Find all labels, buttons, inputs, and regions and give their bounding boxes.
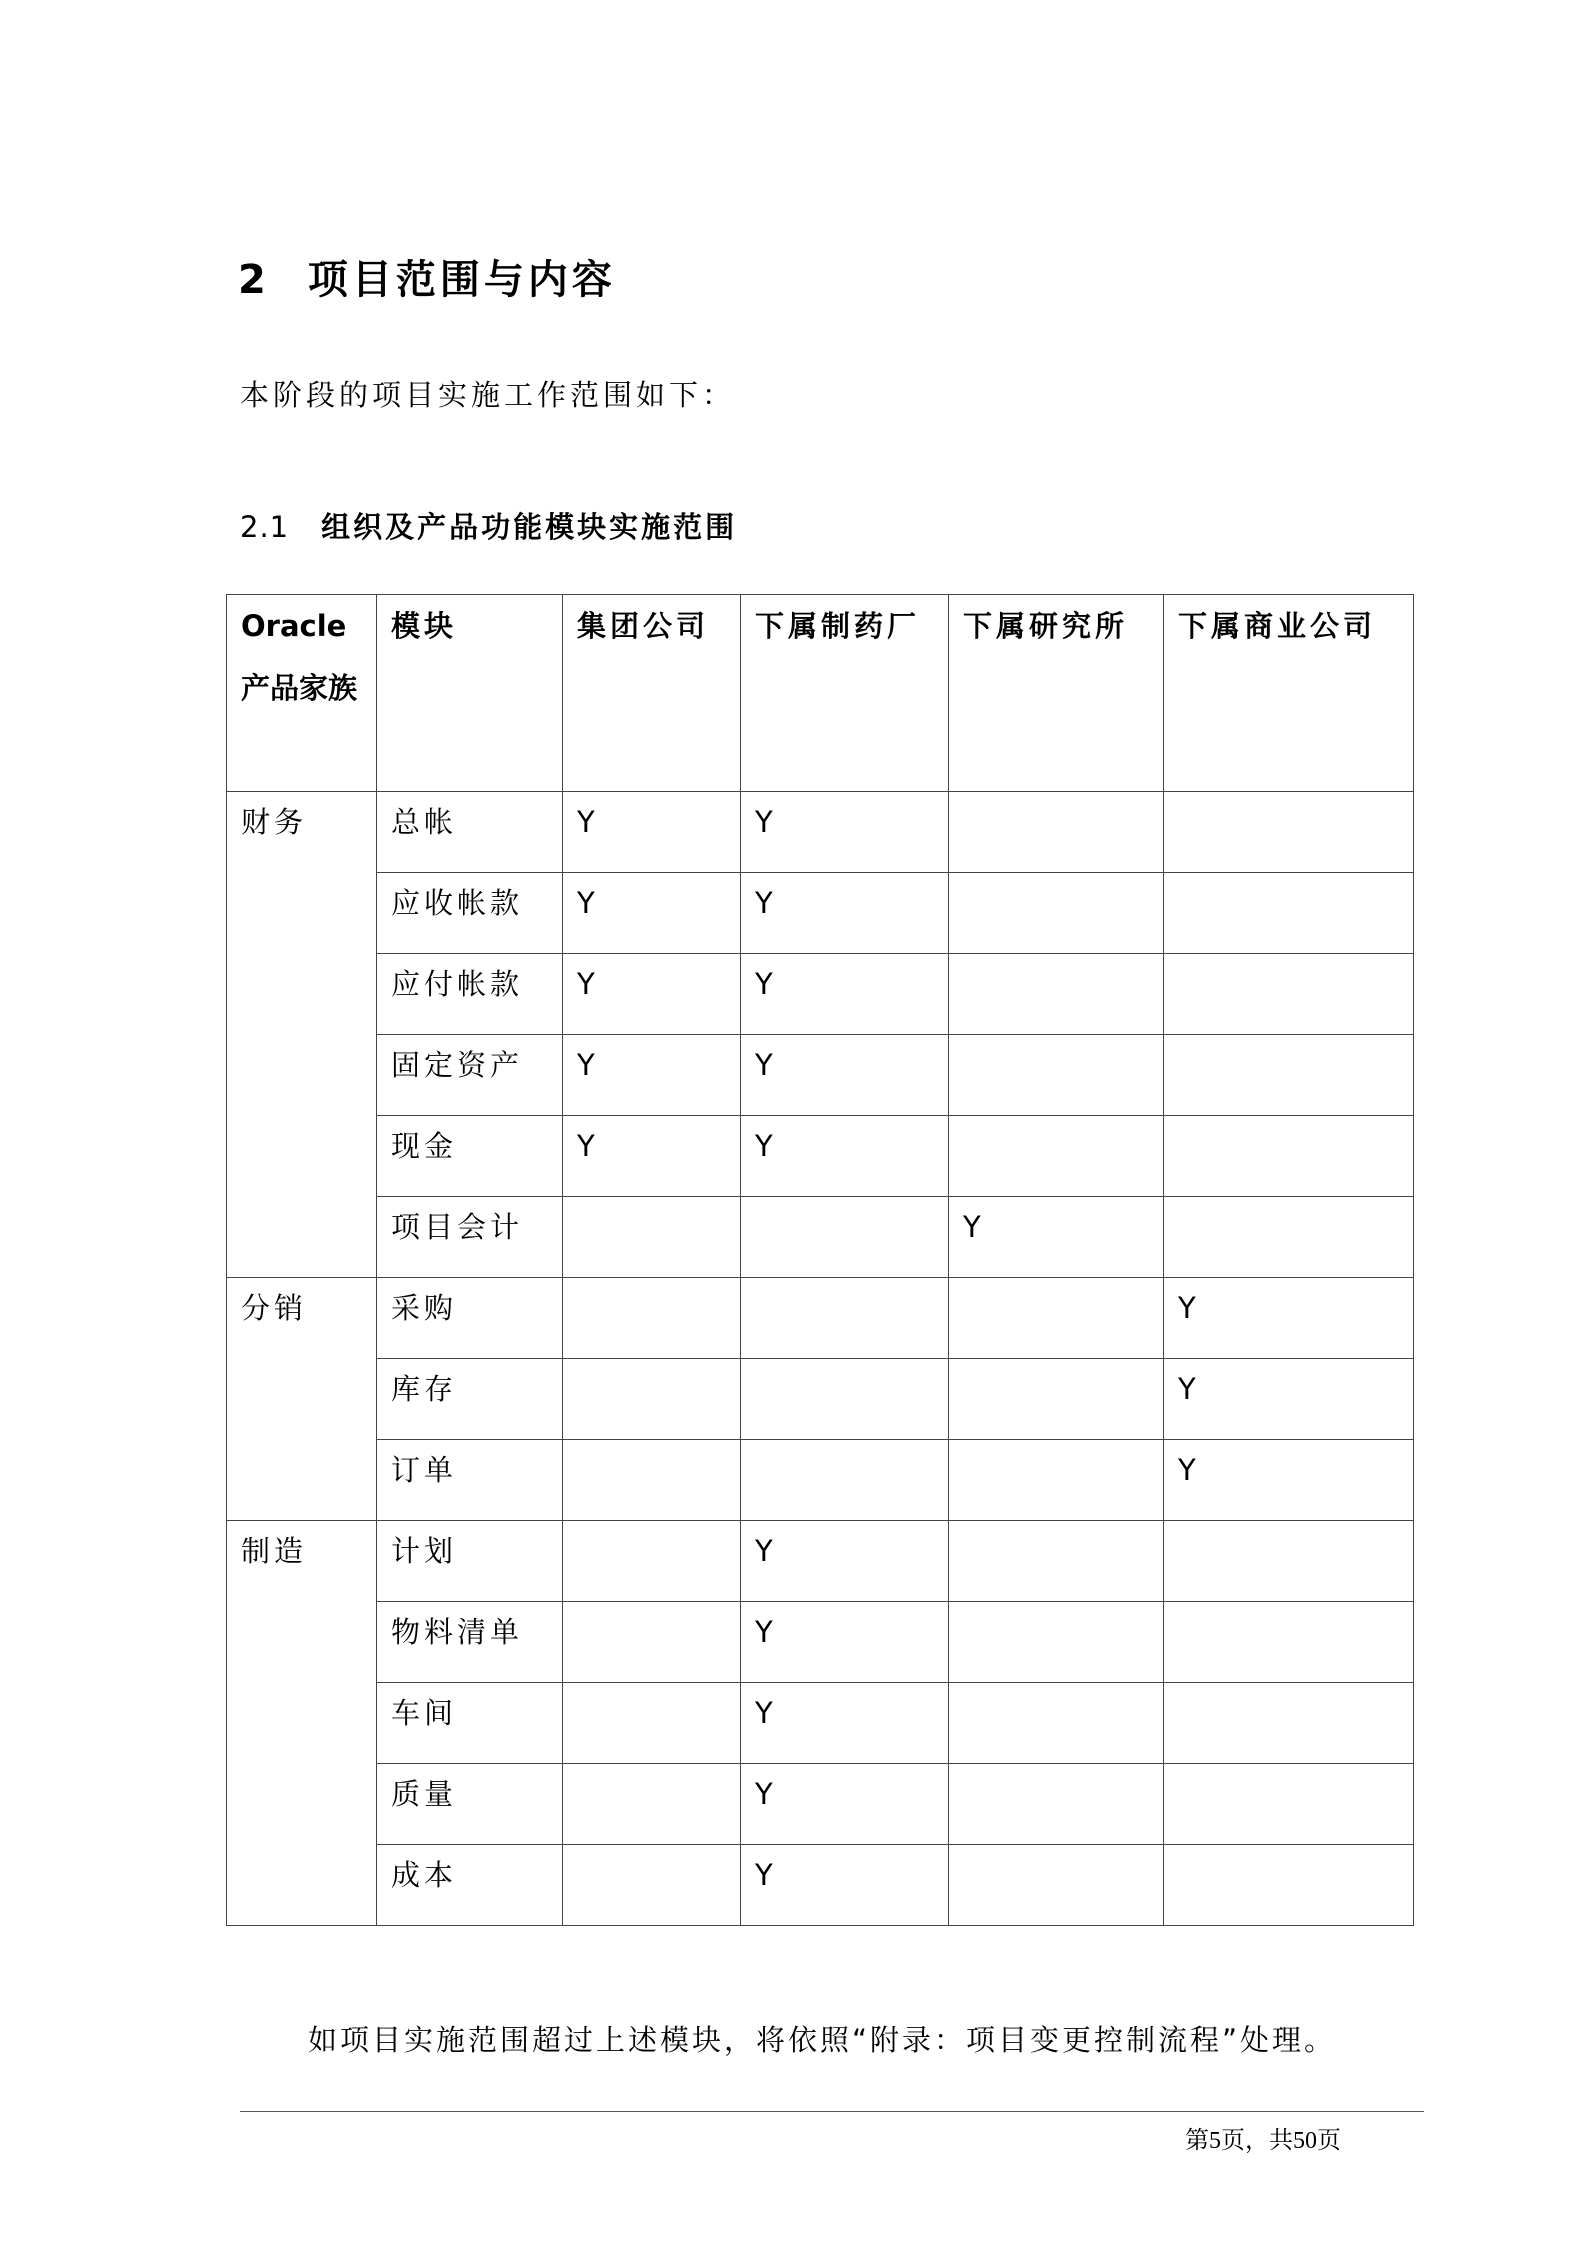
scope-mark-cell bbox=[1164, 954, 1414, 1035]
scope-mark-cell bbox=[1164, 873, 1414, 954]
module-cell: 项目会计 bbox=[377, 1197, 563, 1278]
header-commercial-company: 下属商业公司 bbox=[1164, 595, 1414, 792]
module-cell: 采购 bbox=[377, 1278, 563, 1359]
scope-mark-cell: Y bbox=[563, 1116, 741, 1197]
scope-mark-cell bbox=[949, 1440, 1164, 1521]
scope-mark-cell bbox=[1164, 1764, 1414, 1845]
scope-mark-cell: Y bbox=[1164, 1359, 1414, 1440]
scope-mark-cell bbox=[949, 1683, 1164, 1764]
subsection-title: 组织及产品功能模块实施范围 bbox=[321, 510, 738, 544]
intro-text: 本阶段的项目实施工作范围如下： bbox=[240, 378, 736, 412]
scope-mark-cell bbox=[949, 792, 1164, 873]
header-pharma-factory: 下属制药厂 bbox=[741, 595, 949, 792]
scope-mark-cell bbox=[949, 873, 1164, 954]
scope-mark-cell bbox=[949, 1764, 1164, 1845]
scope-mark-cell bbox=[563, 1359, 741, 1440]
scope-mark-cell bbox=[563, 1521, 741, 1602]
scope-mark-cell: Y bbox=[741, 1683, 949, 1764]
scope-mark-cell bbox=[563, 1440, 741, 1521]
scope-mark-cell bbox=[949, 1602, 1164, 1683]
scope-mark-cell bbox=[563, 1683, 741, 1764]
module-cell: 订单 bbox=[377, 1440, 563, 1521]
scope-mark-cell bbox=[1164, 1683, 1414, 1764]
section-number: 2 bbox=[238, 257, 270, 303]
scope-mark-cell: Y bbox=[741, 1602, 949, 1683]
scope-mark-cell bbox=[563, 1602, 741, 1683]
scope-mark-cell bbox=[949, 1845, 1164, 1926]
table-row bbox=[227, 792, 1414, 873]
scope-mark-cell bbox=[949, 1521, 1164, 1602]
product-family-cell: 分销 bbox=[227, 1278, 377, 1521]
module-cell: 应付帐款 bbox=[377, 954, 563, 1035]
scope-mark-cell: Y bbox=[563, 1035, 741, 1116]
scope-mark-cell: Y bbox=[741, 873, 949, 954]
scope-mark-cell: Y bbox=[563, 873, 741, 954]
product-family-cell: 制造 bbox=[227, 1521, 377, 1926]
scope-mark-cell: Y bbox=[741, 1845, 949, 1926]
scope-mark-cell: Y bbox=[563, 792, 741, 873]
subsection-number: 2.1 bbox=[240, 510, 290, 544]
table-row bbox=[227, 1683, 1414, 1764]
scope-mark-cell bbox=[741, 1278, 949, 1359]
scope-mark-cell bbox=[1164, 1845, 1414, 1926]
product-family-cell: 财务 bbox=[227, 792, 377, 1278]
module-cell: 应收帐款 bbox=[377, 873, 563, 954]
scope-mark-cell bbox=[741, 1440, 949, 1521]
scope-mark-cell: Y bbox=[1164, 1440, 1414, 1521]
header-research-institute: 下属研究所 bbox=[949, 595, 1164, 792]
module-cell: 现金 bbox=[377, 1116, 563, 1197]
module-cell: 物料清单 bbox=[377, 1602, 563, 1683]
scope-mark-cell bbox=[741, 1197, 949, 1278]
table-row bbox=[227, 1197, 1414, 1278]
scope-mark-cell: Y bbox=[1164, 1278, 1414, 1359]
scope-mark-cell: Y bbox=[741, 1116, 949, 1197]
scope-mark-cell bbox=[563, 1764, 741, 1845]
scope-mark-cell bbox=[563, 1197, 741, 1278]
module-cell: 成本 bbox=[377, 1845, 563, 1926]
table-row bbox=[227, 1521, 1414, 1602]
table-row bbox=[227, 1440, 1414, 1521]
table-header-row bbox=[227, 595, 1414, 792]
scope-mark-cell bbox=[1164, 1521, 1414, 1602]
scope-mark-cell bbox=[949, 1278, 1164, 1359]
section-title: 项目范围与内容 bbox=[307, 257, 616, 303]
closing-text: 如项目实施范围超过上述模块，将依照“附录：项目变更控制流程”处理。 bbox=[308, 2023, 1337, 2057]
scope-mark-cell bbox=[563, 1845, 741, 1926]
section-heading bbox=[238, 248, 616, 305]
scope-mark-cell bbox=[1164, 1035, 1414, 1116]
module-cell: 固定资产 bbox=[377, 1035, 563, 1116]
footer-divider bbox=[240, 2111, 1424, 2112]
scope-mark-cell bbox=[741, 1359, 949, 1440]
scope-mark-cell bbox=[949, 1116, 1164, 1197]
scope-mark-cell: Y bbox=[741, 954, 949, 1035]
table-row bbox=[227, 1035, 1414, 1116]
scope-mark-cell bbox=[1164, 1116, 1414, 1197]
scope-mark-cell: Y bbox=[741, 1764, 949, 1845]
subsection-heading bbox=[240, 505, 737, 546]
table-row bbox=[227, 1278, 1414, 1359]
scope-mark-cell: Y bbox=[741, 1521, 949, 1602]
page-number: 第5页，共50页 bbox=[1185, 2128, 1341, 2154]
header-module: 模块 bbox=[377, 595, 563, 792]
scope-mark-cell bbox=[563, 1278, 741, 1359]
header-product-family: Oracle产品家族 bbox=[227, 595, 377, 792]
table-row bbox=[227, 1764, 1414, 1845]
module-cell: 总帐 bbox=[377, 792, 563, 873]
scope-mark-cell bbox=[949, 1035, 1164, 1116]
table-row bbox=[227, 1602, 1414, 1683]
table-row bbox=[227, 1116, 1414, 1197]
module-cell: 库存 bbox=[377, 1359, 563, 1440]
header-group-company: 集团公司 bbox=[563, 595, 741, 792]
scope-mark-cell: Y bbox=[741, 1035, 949, 1116]
scope-mark-cell bbox=[949, 1359, 1164, 1440]
table-row bbox=[227, 954, 1414, 1035]
table-row bbox=[227, 873, 1414, 954]
module-cell: 车间 bbox=[377, 1683, 563, 1764]
scope-mark-cell: Y bbox=[949, 1197, 1164, 1278]
scope-mark-cell: Y bbox=[741, 792, 949, 873]
scope-mark-cell bbox=[1164, 1602, 1414, 1683]
module-cell: 计划 bbox=[377, 1521, 563, 1602]
module-cell: 质量 bbox=[377, 1764, 563, 1845]
scope-mark-cell bbox=[1164, 792, 1414, 873]
table-row bbox=[227, 1359, 1414, 1440]
scope-mark-cell: Y bbox=[563, 954, 741, 1035]
scope-mark-cell bbox=[1164, 1197, 1414, 1278]
table-row bbox=[227, 1845, 1414, 1926]
implementation-scope-table bbox=[226, 594, 1414, 1926]
scope-mark-cell bbox=[949, 954, 1164, 1035]
